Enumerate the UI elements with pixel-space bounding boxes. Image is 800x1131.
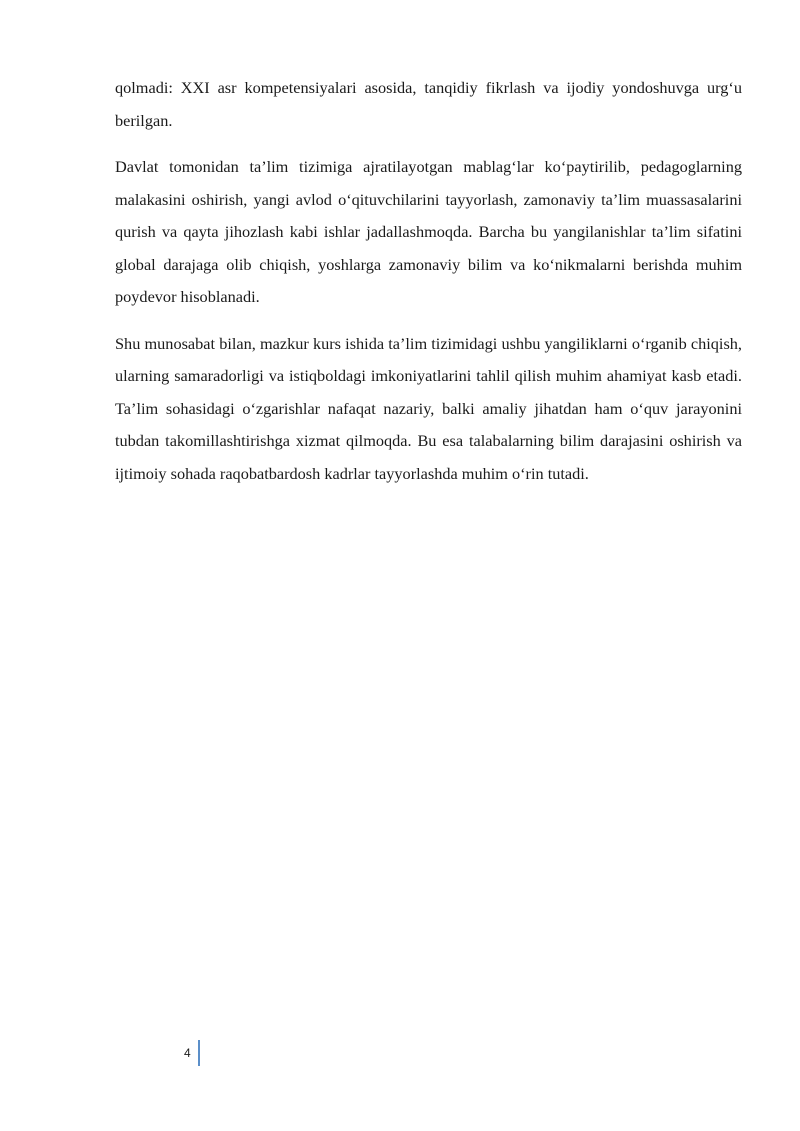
page-number-divider [198,1040,200,1066]
body-text [115,72,742,504]
page-footer [184,1040,200,1066]
paragraph-2: Davlat tomonidan ta’lim tizimiga ajratilayotgan mablag‘lar ko‘paytirilib, pedagoglarning malakasini oshirish, yangi avlod o‘qituvchilarini tayyorlash, zamonaviy ta’lim muassasalarini qurish va qayta jihozlash kabi ishlar jadallashmoqda. Barcha bu yangilanishlar ta’lim sifatini global darajaga olib chiqish, yoshlarga zamonaviy bilim va ko‘nikmalarni berishda muhim poydevor hisoblanadi. [115,157,742,306]
paragraph-3: Shu munosabat bilan, mazkur kurs ishida ta’lim tizimidagi ushbu yangiliklarni o‘rganib chiqish, ularning samaradorligi va istiqboldagi imkoniyatlarini tahlil qilish muhim ahamiyat kasb etadi. Ta’lim sohasidagi o‘zgarishlar nafaqat nazariy, balki amaliy jihatdan ham o‘quv jarayonini tubdan takomillashtirishga xizmat qilmoqda. Bu esa talabalarning bilim darajasini oshirish va ijtimoiy sohada raqobatbardosh kadrlar tayyorlashda muhim o‘rin tutadi. [115,333,742,483]
paragraph-1: qolmadi: XXI asr kompetensiyalari asosida, tanqidiy fikrlash va ijodiy yondoshuvga urg‘u berilgan. [115,78,742,130]
page-number: 4 [184,1046,191,1060]
